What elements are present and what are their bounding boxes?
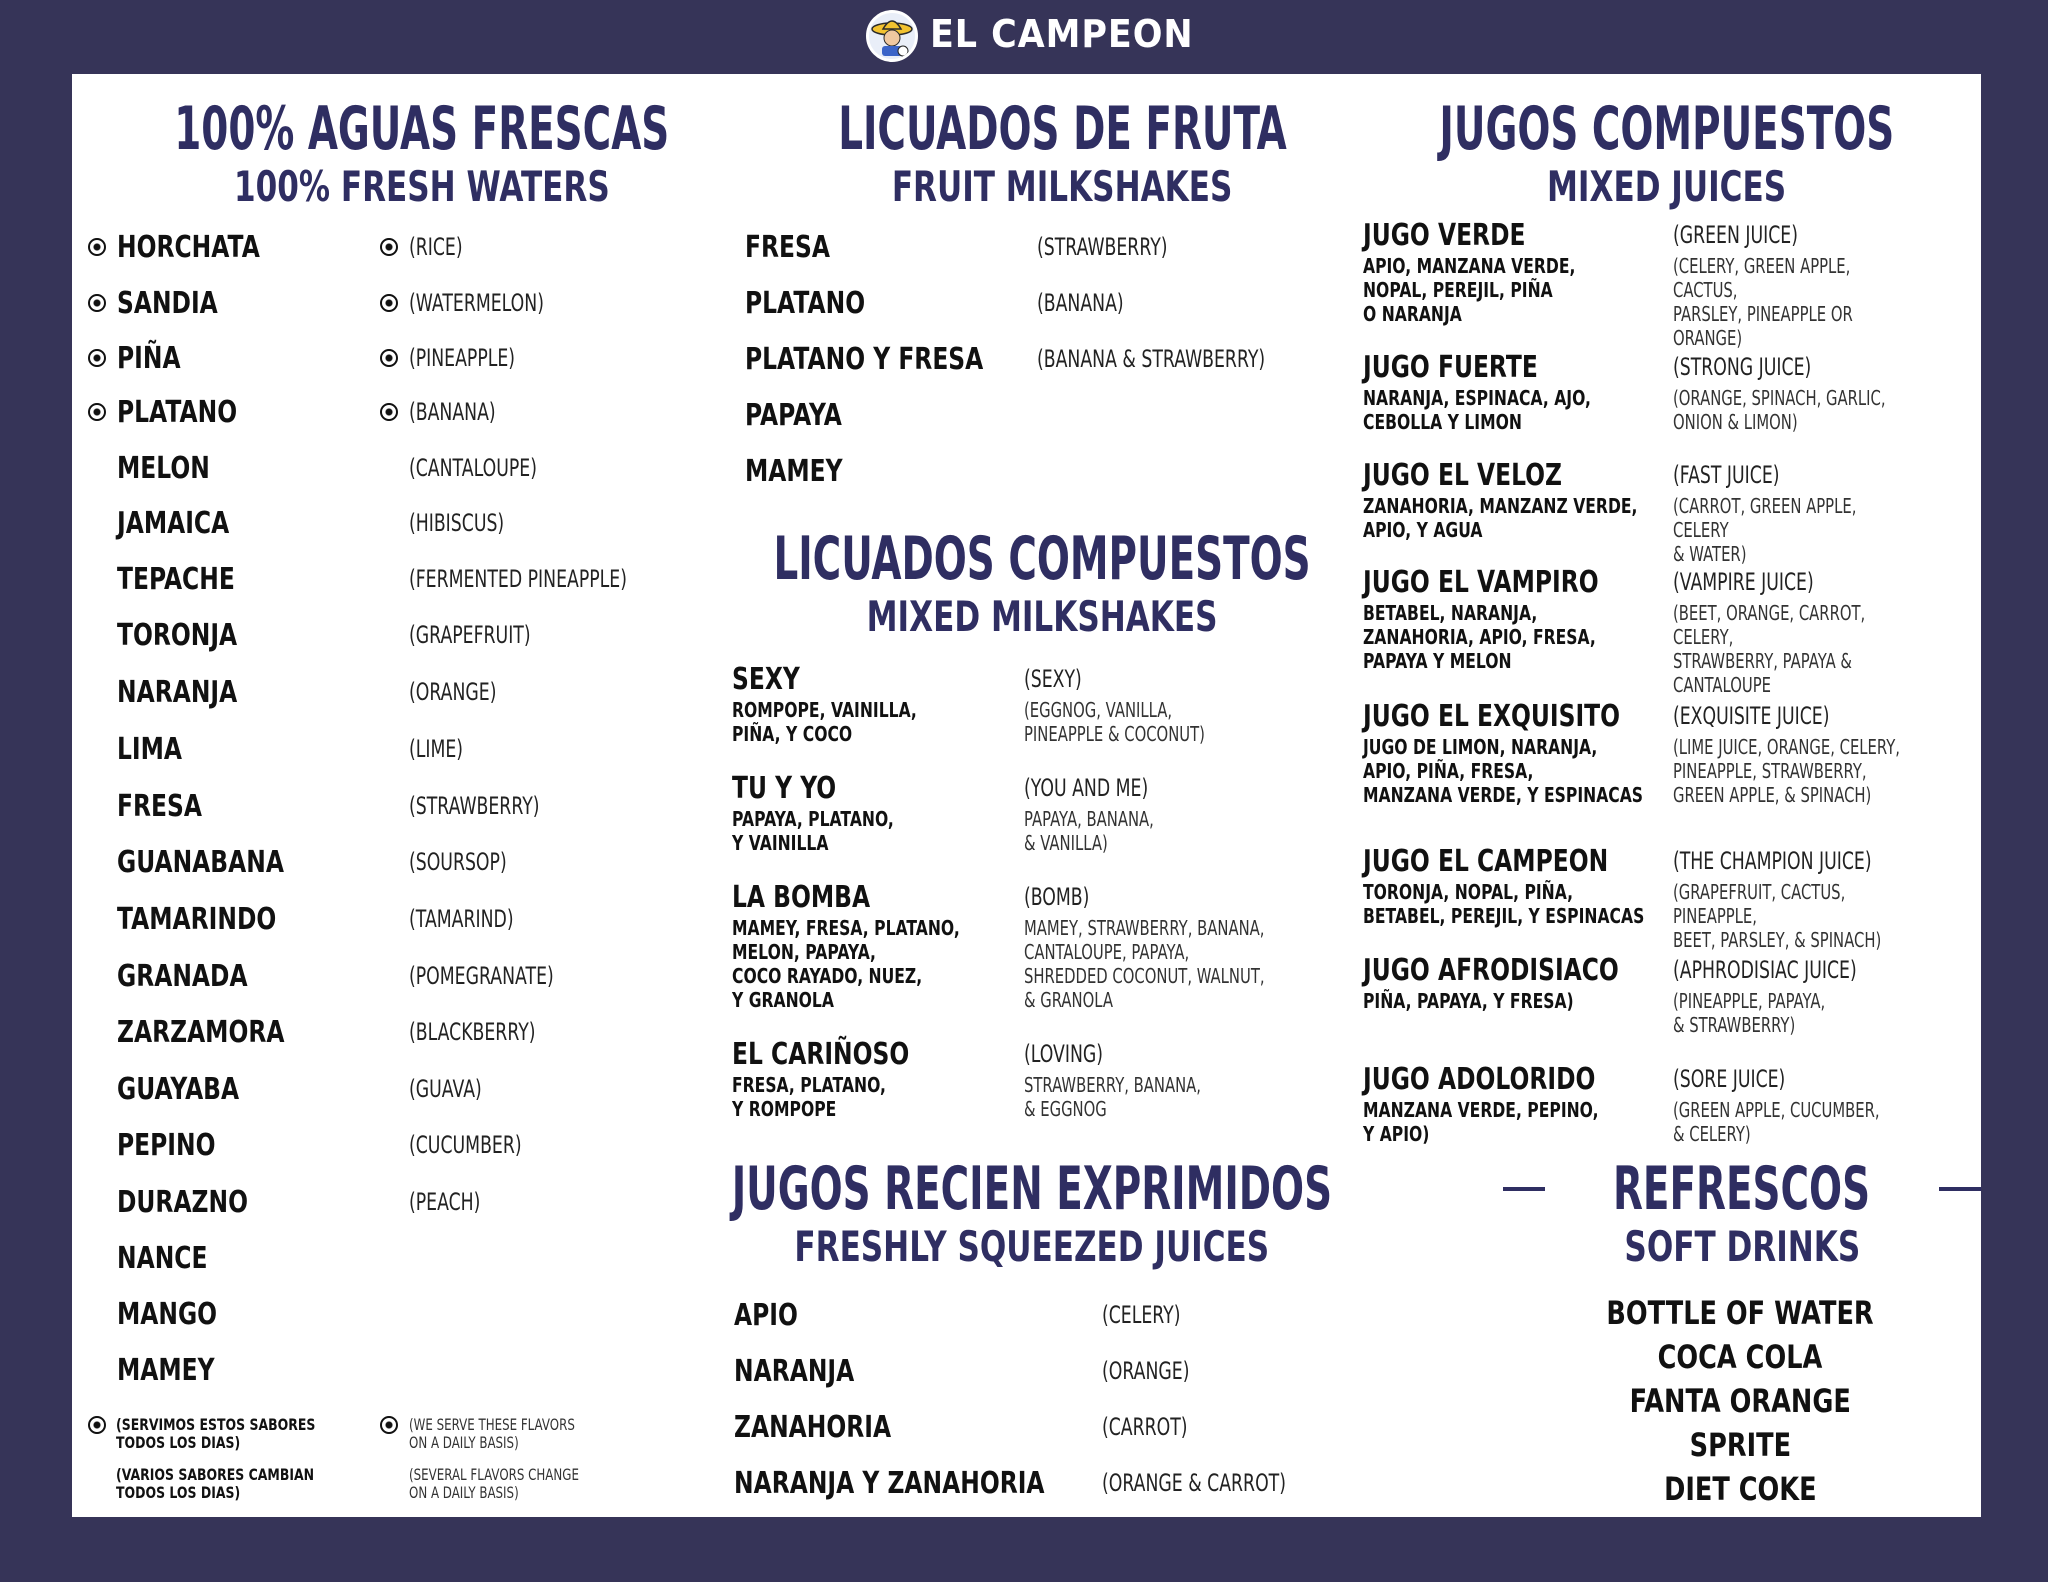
- sombrero-mascot-icon: [866, 10, 918, 62]
- aguas-subtitle: 100% FRESH WATERS: [234, 162, 610, 211]
- agua-name: NANCE: [117, 1241, 208, 1276]
- jugo-compuesto-english: (APHRODISIAC JUICE): [1673, 956, 1857, 984]
- jugo-compuesto-ingredients: TORONJA, NOPAL, PIÑA, BETABEL, PEREJIL, Y ESPINACAS: [1363, 880, 1645, 928]
- agua-english: (GRAPEFRUIT): [409, 621, 531, 649]
- jugo-compuesto-ingredients: BETABEL, NARANJA, ZANAHORIA, APIO, FRESA, PAPAYA Y MELON: [1363, 601, 1596, 673]
- exprimido-name: APIO: [734, 1298, 798, 1333]
- jugo-compuesto-english: (VAMPIRE JUICE): [1673, 568, 1814, 596]
- licuado-compuesto-ingredients: MAMEY, FRESA, PLATANO, MELON, PAPAYA, COCO RAYADO, NUEZ, Y GRANOLA: [732, 916, 960, 1012]
- jugo-compuesto-name: JUGO EL EXQUISITO: [1363, 699, 1621, 734]
- jugo-compuesto-ingredients: PIÑA, PAPAYA, Y FRESA): [1363, 989, 1574, 1013]
- soccer-ball-icon: [88, 294, 106, 312]
- licuado-name: PLATANO: [745, 286, 866, 321]
- agua-name: GUANABANA: [117, 845, 284, 880]
- agua-english: (SOURSOP): [409, 848, 507, 876]
- refrescos-subtitle: SOFT DRINKS: [1624, 1222, 1860, 1271]
- licuado-compuesto-ingredients-english: PAPAYA, BANANA, & VANILLA): [1024, 807, 1154, 855]
- jugo-compuesto-english: (THE CHAMPION JUICE): [1673, 847, 1872, 875]
- soccer-ball-icon: [88, 238, 106, 256]
- jugo-compuesto-ingredients: ZANAHORIA, MANZANZ VERDE, APIO, Y AGUA: [1363, 494, 1638, 542]
- note-english: (WE SERVE THESE FLAVORS ON A DAILY BASIS): [409, 1415, 575, 1452]
- licuado-compuesto-english: (LOVING): [1024, 1040, 1104, 1068]
- agua-english: (PEACH): [409, 1188, 481, 1216]
- brand-name: EL CAMPEON: [930, 12, 1194, 56]
- exprimido-name: NARANJA: [734, 1354, 855, 1389]
- jugo-compuesto-ingredients: MANZANA VERDE, PEPINO, Y APIO): [1363, 1098, 1599, 1146]
- menu-board: [72, 74, 1981, 1517]
- refresco-label: BOTTLE OF WATER: [1606, 1294, 1874, 1332]
- licuado-compuesto-english: (SEXY): [1024, 665, 1082, 693]
- agua-english: (BANANA): [409, 398, 496, 426]
- soccer-ball-icon: [380, 1416, 398, 1434]
- agua-name: NARANJA: [117, 675, 238, 710]
- jugos-compuestos-title: JUGOS COMPUESTOS: [1439, 94, 1895, 164]
- soccer-ball-icon: [88, 1416, 106, 1434]
- refresco-label: FANTA ORANGE: [1629, 1382, 1851, 1420]
- jugo-compuesto-ingredients-english: (GRAPEFRUIT, CACTUS, PINEAPPLE, BEET, PARSLEY, & SPINACH): [1673, 880, 1882, 952]
- agua-name: HORCHATA: [117, 230, 260, 265]
- jugo-compuesto-ingredients-english: (PINEAPPLE, PAPAYA, & STRAWBERRY): [1673, 989, 1826, 1037]
- jugo-compuesto-english: (EXQUISITE JUICE): [1673, 702, 1830, 730]
- licuado-compuesto-name: LA BOMBA: [732, 880, 871, 915]
- agua-name: TORONJA: [117, 618, 238, 653]
- agua-english: (RICE): [409, 233, 463, 261]
- refresco-label: DIET COKE: [1663, 1470, 1817, 1508]
- agua-english: (ORANGE): [409, 678, 497, 706]
- licuado-compuesto-name: SEXY: [732, 662, 800, 697]
- agua-english: (PINEAPPLE): [409, 344, 516, 372]
- jugo-compuesto-name: JUGO EL VELOZ: [1363, 458, 1563, 493]
- jugo-compuesto-ingredients: APIO, MANZANA VERDE, NOPAL, PEREJIL, PIÑA O NARANJA: [1363, 254, 1576, 326]
- jugo-compuesto-ingredients-english: (CELERY, GREEN APPLE, CACTUS, PARSLEY, PINEAPPLE OR ORANGE): [1673, 254, 1853, 350]
- jugo-compuesto-ingredients-english: (CARROT, GREEN APPLE, CELERY & WATER): [1673, 494, 1857, 566]
- jugo-compuesto-ingredients: NARANJA, ESPINACA, AJO, CEBOLLA Y LIMON: [1363, 386, 1591, 434]
- agua-name: JAMAICA: [117, 506, 230, 541]
- licuado-compuesto-name: TU Y YO: [732, 771, 837, 806]
- refresco-label: SPRITE: [1689, 1426, 1791, 1464]
- agua-english: (POMEGRANATE): [409, 962, 554, 990]
- agua-english: (FERMENTED PINEAPPLE): [409, 565, 627, 593]
- refresco-item: [1530, 1338, 1950, 1376]
- refresco-item: [1530, 1426, 1950, 1464]
- jugo-compuesto-ingredients: JUGO DE LIMON, NARANJA, APIO, PIÑA, FRESA, MANZANA VERDE, Y ESPINACAS: [1363, 735, 1644, 807]
- licuado-compuesto-english: (BOMB): [1024, 883, 1090, 911]
- agua-english: (LIME): [409, 735, 464, 763]
- jugo-compuesto-english: (FAST JUICE): [1673, 461, 1780, 489]
- agua-english: (HIBISCUS): [409, 509, 505, 537]
- jugo-compuesto-name: JUGO EL CAMPEON: [1363, 844, 1609, 879]
- soccer-ball-icon: [380, 403, 398, 421]
- agua-english: (GUAVA): [409, 1075, 482, 1103]
- licuados-title: LICUADOS DE FRUTA: [837, 94, 1287, 164]
- exprimido-english: (CARROT): [1102, 1413, 1188, 1441]
- soccer-ball-icon: [380, 294, 398, 312]
- licuado-name: MAMEY: [745, 454, 843, 489]
- licuados-subtitle: FRUIT MILKSHAKES: [891, 162, 1233, 211]
- exprimidos-subtitle: FRESHLY SQUEEZED JUICES: [794, 1222, 1270, 1271]
- agua-english: (WATERMELON): [409, 289, 544, 317]
- top-banner: [0, 0, 2048, 74]
- licuados-compuestos-subtitle: MIXED MILKSHAKES: [866, 592, 1218, 641]
- licuados-compuestos-title: LICUADOS COMPUESTOS: [773, 524, 1311, 594]
- agua-name: MELON: [117, 451, 210, 486]
- jugo-compuesto-english: (GREEN JUICE): [1673, 221, 1798, 249]
- exprimido-english: (CELERY): [1102, 1301, 1181, 1329]
- refresco-item: [1530, 1382, 1950, 1420]
- agua-name: FRESA: [117, 789, 202, 824]
- note-spanish: (SERVIMOS ESTOS SABORES TODOS LOS DIAS): [116, 1415, 316, 1452]
- licuado-name: PAPAYA: [745, 398, 842, 433]
- exprimido-name: ZANAHORIA: [734, 1410, 892, 1445]
- soccer-ball-icon: [380, 349, 398, 367]
- jugo-compuesto-english: (SORE JUICE): [1673, 1065, 1786, 1093]
- agua-english: (CUCUMBER): [409, 1131, 522, 1159]
- refrescos-title: REFRESCOS: [1462, 1154, 2022, 1224]
- agua-name: PEPINO: [117, 1128, 216, 1163]
- agua-name: TAMARINDO: [117, 902, 277, 937]
- agua-english: (BLACKBERRY): [409, 1018, 536, 1046]
- soccer-ball-icon: [380, 238, 398, 256]
- licuado-compuesto-name: EL CARIÑOSO: [732, 1037, 910, 1072]
- note-spanish: (VARIOS SABORES CAMBIAN TODOS LOS DIAS): [116, 1465, 315, 1502]
- soccer-ball-icon: [88, 403, 106, 421]
- jugos-compuestos-subtitle: MIXED JUICES: [1547, 162, 1787, 211]
- licuado-compuesto-ingredients: FRESA, PLATANO, Y ROMPOPE: [732, 1073, 886, 1121]
- agua-english: (STRAWBERRY): [409, 792, 540, 820]
- agua-name: PIÑA: [117, 341, 181, 376]
- aguas-title: 100% AGUAS FRESCAS: [174, 94, 670, 164]
- agua-name: MAMEY: [117, 1353, 215, 1388]
- jugo-compuesto-name: JUGO EL VAMPIRO: [1363, 565, 1599, 600]
- exprimido-english: (ORANGE): [1102, 1357, 1190, 1385]
- licuado-compuesto-ingredients-english: MAMEY, STRAWBERRY, BANANA, CANTALOUPE, PAPAYA, SHREDDED COCONUT, WALNUT, & GRANOLA: [1024, 916, 1265, 1012]
- licuado-english: (BANANA): [1037, 289, 1124, 317]
- agua-name: PLATANO: [117, 395, 238, 430]
- licuado-compuesto-ingredients-english: (EGGNOG, VANILLA, PINEAPPLE & COCONUT): [1024, 698, 1205, 746]
- exprimido-english: (ORANGE & CARROT): [1102, 1469, 1286, 1497]
- refresco-label: COCA COLA: [1657, 1338, 1823, 1376]
- agua-name: GRANADA: [117, 959, 248, 994]
- agua-name: SANDIA: [117, 286, 218, 321]
- jugo-compuesto-ingredients-english: (GREEN APPLE, CUCUMBER, & CELERY): [1673, 1098, 1880, 1146]
- agua-name: DURAZNO: [117, 1185, 249, 1220]
- agua-name: MANGO: [117, 1297, 218, 1332]
- note-english: (SEVERAL FLAVORS CHANGE ON A DAILY BASIS): [409, 1465, 579, 1502]
- agua-name: LIMA: [117, 732, 183, 767]
- jugo-compuesto-name: JUGO AFRODISIACO: [1363, 953, 1619, 988]
- agua-name: ZARZAMORA: [117, 1015, 285, 1050]
- jugo-compuesto-name: JUGO VERDE: [1363, 218, 1526, 253]
- jugo-compuesto-ingredients-english: (BEET, ORANGE, CARROT, CELERY, STRAWBERRY, PAPAYA & CANTALOUPE: [1673, 601, 1866, 697]
- agua-english: (CANTALOUPE): [409, 454, 537, 482]
- licuado-compuesto-english: (YOU AND ME): [1024, 774, 1149, 802]
- exprimido-name: NARANJA Y ZANAHORIA: [734, 1466, 1045, 1501]
- exprimidos-title: JUGOS RECIEN EXPRIMIDOS: [731, 1154, 1333, 1224]
- agua-name: GUAYABA: [117, 1072, 240, 1107]
- licuado-name: FRESA: [745, 230, 830, 265]
- jugo-compuesto-ingredients-english: (ORANGE, SPINACH, GARLIC, ONION & LIMON): [1673, 386, 1886, 434]
- refresco-item: [1530, 1294, 1950, 1332]
- licuado-name: PLATANO Y FRESA: [745, 342, 984, 377]
- jugo-compuesto-ingredients-english: (LIME JUICE, ORANGE, CELERY, PINEAPPLE, STRAWBERRY, GREEN APPLE, & SPINACH): [1673, 735, 1900, 807]
- refresco-item: [1530, 1470, 1950, 1508]
- jugo-compuesto-english: (STRONG JUICE): [1673, 353, 1812, 381]
- licuado-english: (STRAWBERRY): [1037, 233, 1168, 261]
- soccer-ball-icon: [88, 349, 106, 367]
- licuado-compuesto-ingredients: ROMPOPE, VAINILLA, PIÑA, Y COCO: [732, 698, 917, 746]
- jugo-compuesto-name: JUGO FUERTE: [1363, 350, 1538, 385]
- jugo-compuesto-name: JUGO ADOLORIDO: [1363, 1062, 1596, 1097]
- agua-name: TEPACHE: [117, 562, 235, 597]
- licuado-compuesto-ingredients: PAPAYA, PLATANO, Y VAINILLA: [732, 807, 894, 855]
- licuado-english: (BANANA & STRAWBERRY): [1037, 345, 1266, 373]
- licuado-compuesto-ingredients-english: STRAWBERRY, BANANA, & EGGNOG: [1024, 1073, 1202, 1121]
- agua-english: (TAMARIND): [409, 905, 514, 933]
